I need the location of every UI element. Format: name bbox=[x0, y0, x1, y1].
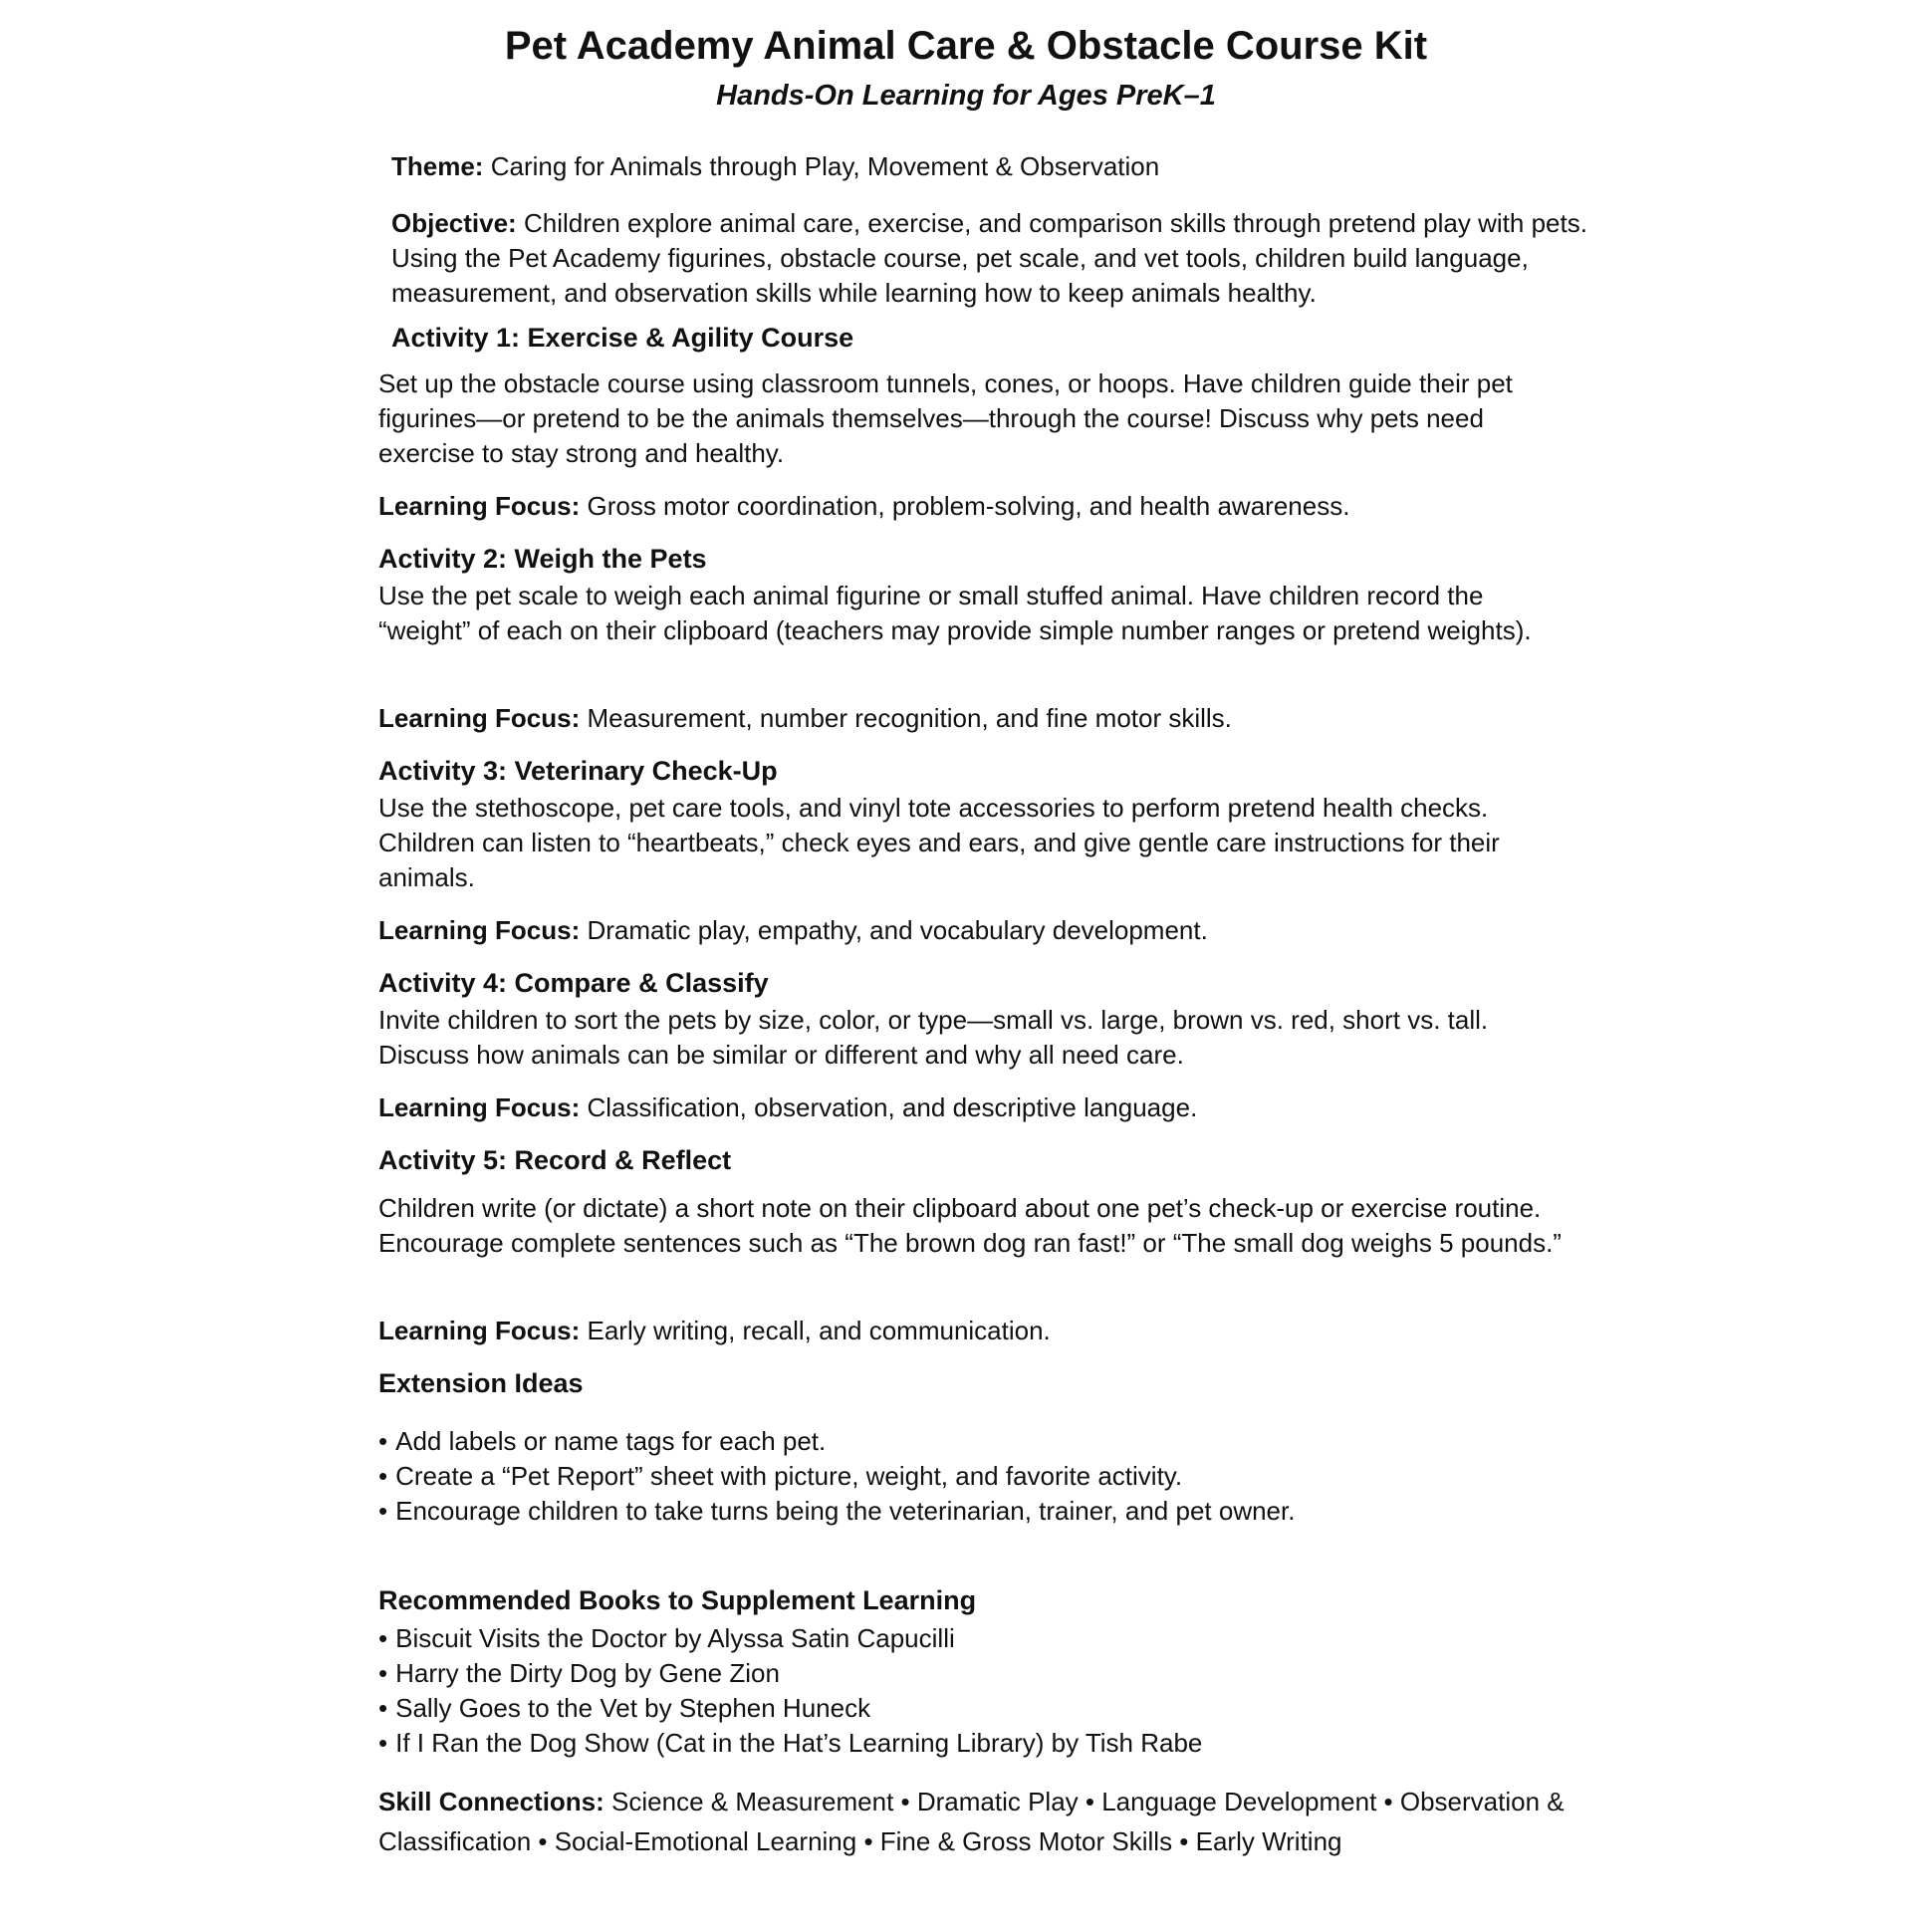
activity-2-heading: Activity 2: Weigh the Pets bbox=[378, 544, 707, 574]
learning-focus-label: Learning Focus: bbox=[378, 491, 581, 521]
activity-3-heading: Activity 3: Veterinary Check-Up bbox=[378, 756, 778, 786]
theme-text: Caring for Animals through Play, Movement & Observation bbox=[490, 151, 1160, 181]
objective-label: Objective: bbox=[391, 208, 517, 238]
activity-1-heading: Activity 1: Exercise & Agility Course bbox=[391, 323, 854, 353]
list-item: • Create a “Pet Report” sheet with picture, weight, and favorite activity. bbox=[378, 1459, 1573, 1494]
list-item: • Harry the Dirty Dog by Gene Zion bbox=[378, 1656, 1573, 1691]
activity-3-body: Use the stethoscope, pet care tools, and vinyl tote accessories to perform pretend health checks. Children can listen to “heartbeats,” check eyes and ears, and give gentle care instructions for their animals. bbox=[378, 793, 1500, 892]
list-item: • Encourage children to take turns being the veterinarian, trainer, and pet owner. bbox=[378, 1494, 1573, 1529]
activity-5-focus-text: Early writing, recall, and communication. bbox=[587, 1316, 1051, 1345]
theme-label: Theme: bbox=[391, 151, 484, 181]
activity-3-focus bbox=[378, 913, 1573, 948]
skill-connections-label: Skill Connections: bbox=[378, 1787, 604, 1816]
activity-1-body: Set up the obstacle course using classroom tunnels, cones, or hoops. Have children guide their pet figurines—or pretend to be the animals themselves—through the course! Discuss why pets need exercise to stay strong and healthy. bbox=[378, 368, 1513, 468]
objective-text: Children explore animal care, exercise, and comparison skills through pretend play with pets. Using the Pet Academy figurines, obstacle course, pet scale, and vet tools, children build language, measurement, and observation skills while learning how to keep animals healthy. bbox=[391, 208, 1587, 308]
theme-paragraph bbox=[391, 149, 1596, 184]
activity-5-heading: Activity 5: Record & Reflect bbox=[378, 1145, 732, 1175]
skill-connections-text: Science & Measurement • Dramatic Play • Language Development • Observation & Classification • Social-Emotional Learning • Fine & Gross Motor Skills • Early Writing bbox=[378, 1787, 1565, 1856]
activity-4-heading: Activity 4: Compare & Classify bbox=[378, 968, 769, 998]
list-item: • Sally Goes to the Vet by Stephen Huneck bbox=[378, 1691, 1573, 1726]
extension-list bbox=[378, 1424, 1573, 1529]
learning-focus-label: Learning Focus: bbox=[378, 1316, 581, 1345]
page-title: Pet Academy Animal Care & Obstacle Course Kit bbox=[504, 24, 1428, 68]
books-heading: Recommended Books to Supplement Learning bbox=[378, 1585, 977, 1615]
skill-connections bbox=[378, 1782, 1573, 1861]
activity-4-body: Invite children to sort the pets by size, color, or type—small vs. large, brown vs. red, short vs. tall. Discuss how animals can be similar or different and why all need care. bbox=[378, 1005, 1489, 1070]
list-item: • Add labels or name tags for each pet. bbox=[378, 1424, 1573, 1459]
activity-2-body: Use the pet scale to weigh each animal figurine or small stuffed animal. Have children record the “weight” of each on their clipboard (teachers may provide simple number ranges or pretend weights). bbox=[378, 581, 1532, 645]
activity-5-body: Children write (or dictate) a short note on their clipboard about one pet’s check-up or exercise routine. Encourage complete sentences such as “The brown dog ran fast!” or “The small dog weighs 5 pounds.” bbox=[378, 1193, 1562, 1258]
activity-5-focus bbox=[378, 1314, 1573, 1348]
activity-4-focus bbox=[378, 1090, 1573, 1125]
activity-2-focus-text: Measurement, number recognition, and fine motor skills. bbox=[587, 703, 1232, 733]
list-item: • Biscuit Visits the Doctor by Alyssa Satin Capucilli bbox=[378, 1621, 1573, 1656]
extension-heading: Extension Ideas bbox=[378, 1368, 584, 1398]
activity-1-focus-text: Gross motor coordination, problem-solving, and health awareness. bbox=[587, 491, 1350, 521]
page-subtitle: Hands-On Learning for Ages PreK–1 bbox=[716, 80, 1216, 112]
activity-2-focus bbox=[378, 701, 1573, 736]
list-item: • If I Ran the Dog Show (Cat in the Hat’s Learning Library) by Tish Rabe bbox=[378, 1726, 1573, 1761]
objective-paragraph bbox=[391, 206, 1596, 311]
learning-focus-label: Learning Focus: bbox=[378, 915, 581, 945]
books-list bbox=[378, 1621, 1573, 1761]
learning-focus-label: Learning Focus: bbox=[378, 1092, 581, 1122]
activity-3-focus-text: Dramatic play, empathy, and vocabulary development. bbox=[587, 915, 1208, 945]
activity-1-focus bbox=[378, 489, 1573, 524]
activity-4-focus-text: Classification, observation, and descriptive language. bbox=[587, 1092, 1198, 1122]
learning-focus-label: Learning Focus: bbox=[378, 703, 581, 733]
